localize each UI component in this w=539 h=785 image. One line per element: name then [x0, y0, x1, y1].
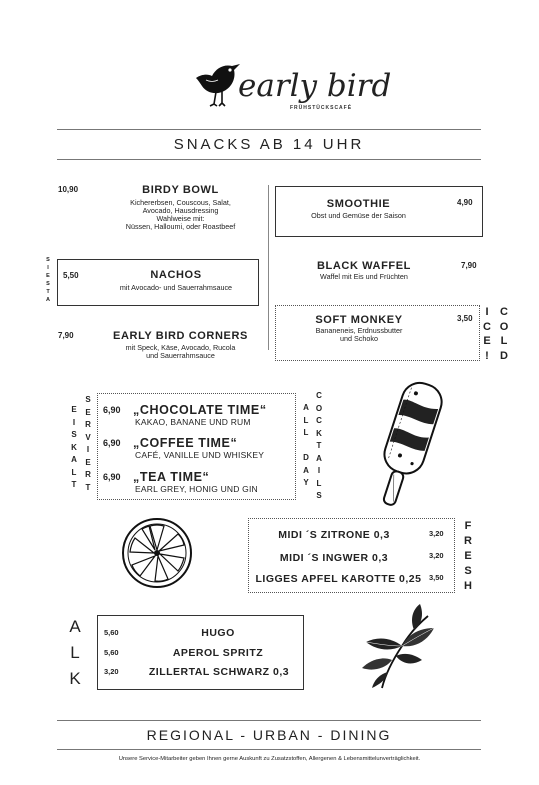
item-name: SMOOTHIE: [326, 198, 391, 210]
item-price: 6,90: [103, 438, 121, 448]
divider-footer-bottom: [57, 749, 481, 750]
lemon-slice-illustration-icon: [120, 516, 194, 590]
footer-note: Unsere Service-Mitarbeiter geben Ihnen gerne Auskunft zu Zusatzstoffen, Allergenen & Lebensmittelunverträglichkeit.: [118, 756, 421, 762]
alk-item-price: 3,20: [104, 667, 119, 676]
item-name: „CHOCOLATE TIME“: [133, 403, 267, 417]
fresh-item-name: MIDI ´S INGWER 0,3: [279, 552, 389, 564]
menu-item-smoothie: [275, 186, 483, 237]
fresh-item-name: MIDI ´S ZITRONE 0,3: [278, 529, 390, 541]
item-price: 7,90: [58, 331, 74, 340]
brand-tagline: FRÜHSTÜCKSCAFÉ: [290, 105, 353, 111]
fresh-item-price: 3,20: [429, 529, 444, 538]
alk-item-price: 5,60: [104, 648, 119, 657]
cocktail-box: [97, 393, 296, 500]
item-description: KAKAO, BANANE UND RUM: [135, 417, 251, 427]
fresh-item-price: 3,50: [429, 573, 444, 582]
item-name: NACHOS: [150, 269, 202, 281]
logo: [192, 58, 392, 114]
popsicle-illustration-icon: [370, 374, 450, 514]
fresh-item-name: LIGGES APFEL KAROTTE 0,25: [255, 573, 422, 585]
alk-box: [97, 615, 304, 690]
menu-item-nachos: [57, 259, 259, 306]
item-name: EARLY BIRD CORNERS: [113, 330, 248, 342]
mint-leaves-illustration-icon: [352, 602, 442, 692]
item-description: Obst und Gemüse der Saison: [311, 211, 406, 220]
item-description: Kichererbsen, Couscous, Salat, Avocado, Hausdressing Wahlweise mit: Nüssen, Halloumi, oder Roastbeef: [125, 198, 236, 231]
item-price: 7,90: [461, 261, 477, 270]
item-description: CAFÉ, VANILLE UND WHISKEY: [135, 450, 265, 460]
item-price: 5,50: [63, 271, 79, 280]
fresh-label: F R E S H: [464, 520, 472, 592]
eiskalt-label: E I S K A L T: [71, 405, 77, 489]
item-price: 4,90: [457, 198, 473, 207]
divider-footer-top: [57, 720, 481, 721]
fresh-item-price: 3,20: [429, 551, 444, 560]
alk-item-name: HUGO: [201, 627, 235, 639]
brand-name: early bird: [238, 68, 392, 104]
item-price: 6,90: [103, 472, 121, 482]
item-name: „TEA TIME“: [133, 470, 210, 484]
item-description: EARL GREY, HONIG UND GIN: [135, 484, 258, 494]
fresh-box: [248, 518, 455, 593]
footer-title: REGIONAL - URBAN - DINING: [146, 727, 392, 743]
bird-logo-icon: [192, 58, 242, 108]
menu-item-soft-monkey: [275, 305, 480, 361]
siesta-label: S I E S T A: [46, 257, 50, 303]
divider-title: [57, 159, 481, 160]
serviert-label: S E R V I E R T: [85, 395, 91, 492]
all-day-label: A L L D A Y: [303, 403, 309, 487]
item-name: BIRDY BOWL: [142, 184, 219, 196]
alk-item-name: ZILLERTAL SCHWARZ 0,3: [148, 666, 290, 678]
item-name: „COFFEE TIME“: [133, 436, 238, 450]
ice-label: I C E !: [483, 306, 491, 362]
item-name: SOFT MONKEY: [315, 314, 403, 326]
item-description: Bananeneis, Erdnussbutter und Schoko: [315, 326, 403, 343]
item-price: 10,90: [58, 185, 79, 194]
alk-item-price: 5,60: [104, 628, 119, 637]
item-description: mit Speck, Käse, Avocado, Rucola und Sauerrahmsauce: [125, 343, 236, 360]
column-divider: [268, 185, 269, 350]
divider-top: [57, 129, 481, 130]
cocktails-label: C O C K T A I L S: [315, 391, 323, 500]
alk-label: A L K: [69, 617, 81, 688]
section-title: SNACKS AB 14 UHR: [173, 136, 365, 153]
item-price: 3,50: [457, 314, 473, 323]
item-name: BLACK WAFFEL: [317, 260, 411, 272]
item-description: mit Avocado- und Sauerrahmsauce: [119, 283, 233, 292]
cold-label: C O L D: [499, 306, 509, 362]
item-price: 6,90: [103, 405, 121, 415]
item-description: Waffel mit Eis und Früchten: [320, 272, 408, 281]
alk-item-name: APEROL SPRITZ: [172, 647, 264, 659]
